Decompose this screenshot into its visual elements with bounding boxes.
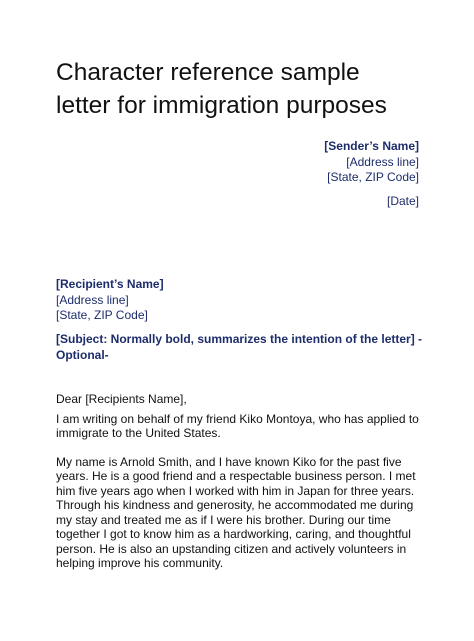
paragraph-line: years. He is a good friend and a respectable business person. I met xyxy=(56,469,416,483)
title-line: Character reference sample xyxy=(56,59,360,86)
subject-line-text: Optional- xyxy=(56,347,109,362)
paragraph-line: him five years ago when I worked with him in Japan for three years. xyxy=(56,483,415,498)
sender-address-line: [Address line] xyxy=(346,154,419,169)
body-paragraph-2 xyxy=(56,455,426,571)
letter-body xyxy=(56,392,426,585)
paragraph-line: immigrate to the United States. xyxy=(56,426,221,440)
paragraph-line: Through his kindness and generosity, he accommodated me during xyxy=(56,498,414,512)
body-paragraph-1 xyxy=(56,412,426,441)
document-title xyxy=(56,56,436,122)
paragraph-line: together I got to know him as a hardworking, caring, and thoughtful xyxy=(56,527,411,541)
subject-line xyxy=(56,332,426,363)
paragraph-line: My name is Arnold Smith, and I have known Kiko for the past five xyxy=(56,454,402,469)
sender-name: [Sender’s Name] xyxy=(324,139,419,153)
recipient-name: [Recipient’s Name] xyxy=(56,277,164,291)
paragraph-line: helping improve his community. xyxy=(56,556,224,570)
salutation: Dear [Recipients Name], xyxy=(56,392,187,406)
title-line: letter for immigration purposes xyxy=(56,92,387,119)
paragraph-line: person. He is also an upstanding citizen and actively volunteers in xyxy=(56,541,407,556)
sender-block xyxy=(324,139,419,186)
paragraph-line: my stay and treated me as if I were his brother. During our time xyxy=(56,512,391,527)
recipient-block xyxy=(56,277,164,324)
recipient-address-line: [Address line] xyxy=(56,292,129,307)
recipient-state-zip: [State, ZIP Code] xyxy=(56,308,148,322)
paragraph-line: I am writing on behalf of my friend Kiko Montoya, who has applied to xyxy=(56,411,419,426)
sender-state-zip: [State, ZIP Code] xyxy=(327,170,419,184)
letter-date: [Date] xyxy=(386,194,419,208)
subject-line-text: [Subject: Normally bold, summarizes the intention of the letter] - xyxy=(56,332,423,346)
